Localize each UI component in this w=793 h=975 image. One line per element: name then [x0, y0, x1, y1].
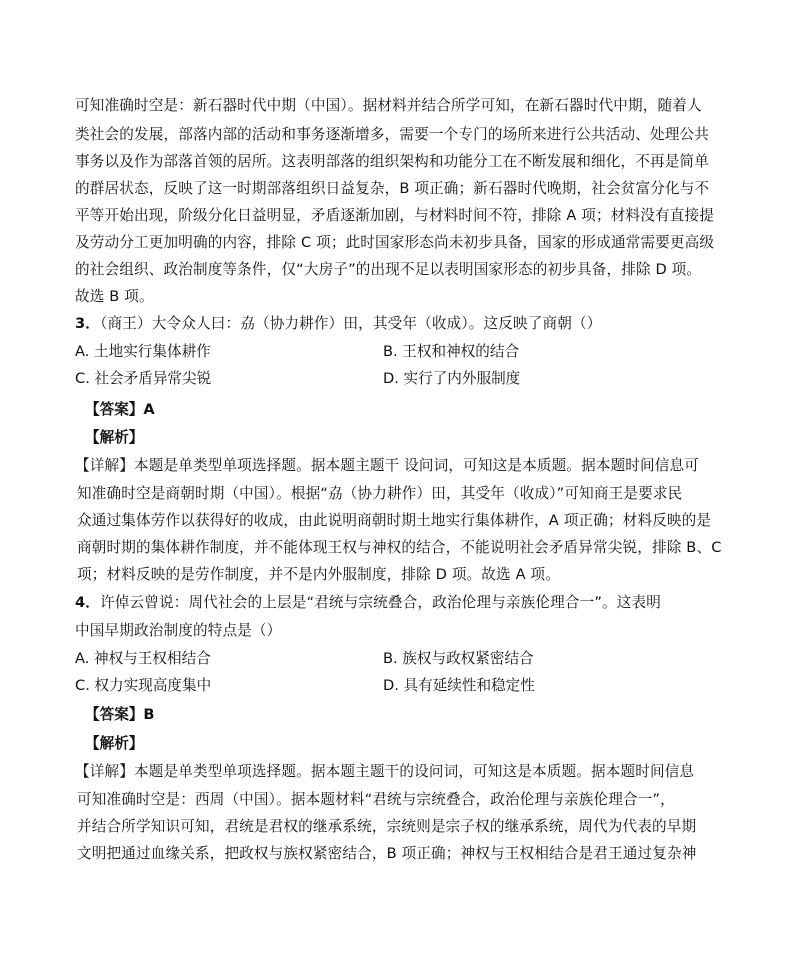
- question-4-stem-line-1: [75, 593, 661, 613]
- question-4-text: 许倬云曾说：周代社会的上层是“君统与宗统叠合，政治伦理与亲族伦理合一”。这表明: [100, 594, 662, 611]
- question-4-analysis-label: 【解析】: [85, 735, 144, 752]
- q2-explanation-line-4: 的群居状态，反映了这一时期部落组织日益复杂，B 项正确；新石器时代晚期，社会贫富分化与不: [75, 180, 710, 197]
- question-3-option-a: A. 土地实行集体耕作: [75, 343, 211, 360]
- question-4-option-c: C. 权力实现高度集中: [75, 677, 212, 694]
- question-3-number: 3．: [75, 315, 101, 332]
- question-3-detail-line-4: 商朝时期的集体耕作制度，并不能体现王权与神权的结合，不能说明社会矛盾异常尖锐，排除 B、C: [77, 539, 722, 556]
- q2-explanation-line-2: 类社会的发展，部落内部的活动和事务逐渐增多，需要一个专门的场所来进行公共活动、处理公共: [75, 126, 709, 143]
- q2-explanation-line-7: 的社会组织、政治制度等条件，仅“大房子”的出现不足以表明国家形态的初步具备，排除 D 项。: [75, 261, 702, 278]
- question-3-detail-line-1: 【详解】本题是单类型单项选择题。据本题主题干 设问词，可知这是本质题。据本题时间信息可: [75, 457, 700, 474]
- question-4-option-a: A. 神权与王权相结合: [75, 650, 211, 667]
- question-4-answer: 【答案】B: [85, 706, 155, 723]
- question-4-option-d: D. 具有延续性和稳定性: [383, 677, 535, 694]
- q2-explanation-line-5: 平等开始出现，阶级分化日益明显，矛盾逐渐加剧，与材料时间不符，排除 A 项；材料没有直接提: [75, 207, 714, 224]
- question-4-stem-line-2: 中国早期政治制度的特点是（）: [75, 622, 282, 639]
- question-3-analysis-label: 【解析】: [85, 429, 144, 446]
- question-3-option-d: D. 实行了内外服制度: [383, 370, 521, 387]
- question-4-number: 4．: [75, 594, 101, 611]
- question-3-detail-line-3: 众通过集体劳作以获得好的收成，由此说明商朝时期土地实行集体耕作，A 项正确；材料反映的是: [77, 512, 712, 529]
- question-4-detail-line-3: 并结合所学知识可知，君统是君权的继承系统，宗统则是宗子权的继承系统，周代为代表的早期: [77, 818, 697, 835]
- question-3-stem: [75, 314, 602, 334]
- question-4-option-b: B. 族权与政权紧密结合: [383, 650, 534, 667]
- question-3-option-b: B. 王权和神权的结合: [383, 343, 520, 360]
- q2-explanation-line-8: 故选 B 项。: [75, 288, 154, 305]
- q2-explanation-line-1: 可知准确时空是：新石器时代中期（中国）。据材料并结合所学可知，在新石器时代中期，随着人: [75, 97, 702, 114]
- q2-explanation-line-6: 及劳动分工更加明确的内容，排除 C 项；此时国家形态尚未初步具备，国家的形成通常需要更高级: [75, 234, 715, 251]
- question-4-detail-line-4: 文明把通过血缘关系，把政权与族权紧密结合，B 项正确；神权与王权相结合是君王通过复杂神: [77, 845, 697, 862]
- q2-explanation-line-3: 事务以及作为部落首领的居所。这表明部落的组织架构和功能分工在不断发展和细化，不再是简单: [75, 153, 709, 170]
- question-3-option-c: C. 社会矛盾异常尖锐: [75, 370, 212, 387]
- question-4-detail-line-2: 可知准确时空是：西周（中国）。据本题材料“君统与宗统叠合，政治伦理与亲族伦理合一”，: [77, 791, 675, 808]
- question-3-text: （商王）大令众人曰：劦（协力耕作）田，其受年（收成）。这反映了商朝（）: [100, 315, 602, 332]
- question-4-detail-line-1: 【详解】本题是单类型单项选择题。据本题主题干的设问词，可知这是本质题。据本题时间信息: [75, 763, 695, 780]
- question-3-detail-line-5: 项；材料反映的是劳作制度，并不是内外服制度，排除 D 项。故选 A 项。: [77, 566, 560, 583]
- question-3-detail-line-2: 知准确时空是商朝时期（中国）。根据“劦（协力耕作）田，其受年（收成）”可知商王是要求民: [77, 485, 683, 502]
- question-3-answer: 【答案】A: [85, 401, 155, 418]
